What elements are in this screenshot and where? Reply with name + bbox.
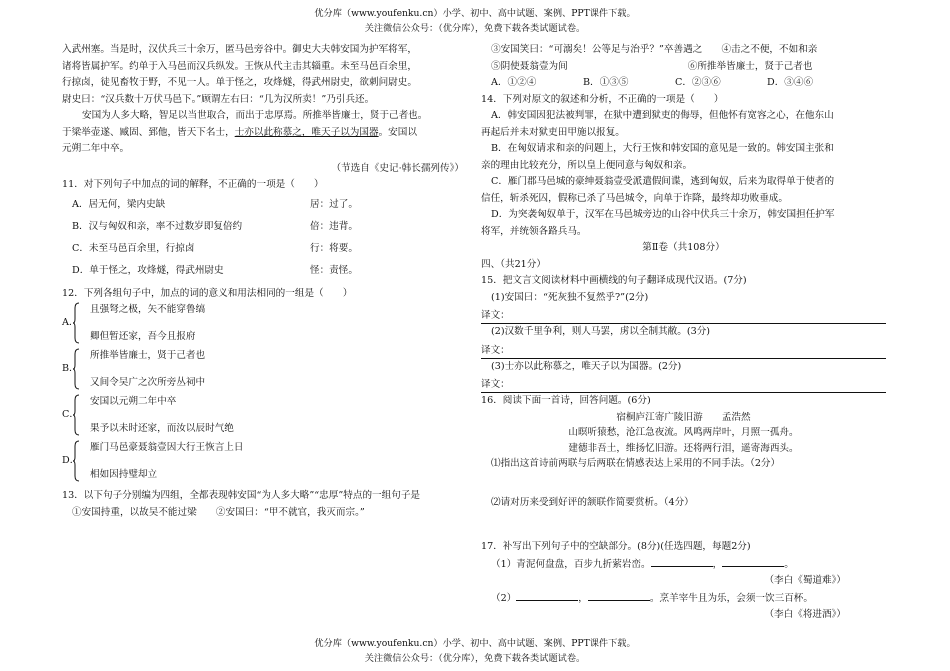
q17-source-1: （李白《蜀道难》）: [764, 575, 846, 586]
q16-stem: 16．阅读下面一首诗，回答问题。(6分): [481, 395, 651, 406]
q13-items-row: [62, 505, 470, 522]
q12-group-letter: D．: [62, 455, 80, 466]
q17-source-2: （李白《将进酒》）: [764, 609, 846, 620]
question-13-continued: [481, 42, 886, 92]
question-17: [481, 539, 886, 624]
left-column: [62, 42, 470, 521]
q15-answer-line[interactable]: 译文：: [481, 378, 886, 393]
q16-subquestion-2: ⑵请对历来受到好评的颔联作简要赏析。（4分）: [491, 496, 694, 508]
q12-stem: 12．下列各组句子中，加点的词的意义和用法相同的一组是（ ）: [62, 287, 353, 299]
passage-source: （节选自《史记·韩长孺列传》）: [331, 162, 464, 174]
question-13: [62, 488, 470, 521]
poem-line: 山暝听猿愁，沧江急夜流。风鸣两岸叶，月照一孤舟。: [568, 427, 799, 438]
q11-option-d: [62, 260, 470, 282]
brace-icon: [73, 440, 80, 482]
question-12: [62, 286, 470, 487]
q14-option-c: C．雁门郡马邑城的豪绅聂翁壹受派遣假间谍，逃到匈奴，后来为取得单于使者的: [491, 176, 835, 187]
q13-item: ④击之不便，不如和亲: [721, 44, 818, 55]
q15-answer-line[interactable]: 译文：: [481, 309, 886, 324]
q14-option-b: B．在匈奴请求和亲的问题上，大行王恢和韩安国的意见是一致的。韩安国主张和: [491, 143, 834, 154]
passage-line: 元朔二年中卒。: [62, 143, 130, 154]
q11-option-sentence: B．汉与匈奴和亲，率不过数岁即复倍约: [72, 220, 243, 232]
q14-option-a: A．韩安国因犯法被判罪，在狱中遭到狱吏的侮辱，但他怀有宽容之心，在他东山: [491, 110, 834, 121]
passage-line: 尉史曰：“汉兵数十万伏马邑下。”顾谓左右曰：“几为汉所卖！”乃引兵还。: [62, 93, 375, 105]
q11-stem: 11．对下列句子中加点的词的解释，不正确的一项是（ ）: [62, 179, 324, 190]
q14-stem: 14．下列对原文的叙述和分析，不正确的一项是（ ）: [481, 93, 724, 105]
q16-subquestion-1: ⑴指出这首诗前两联与后两联在情感表达上采用的不同手法。（2分）: [491, 458, 781, 469]
q16-answer-space[interactable]: [481, 511, 886, 533]
q12-sentence-b: 果予以未时还家，而汝以辰时气绝: [90, 423, 234, 434]
q11-option-gloss: 倍：违背。: [310, 220, 358, 232]
q16-answer-space[interactable]: [481, 473, 886, 495]
poem-title: 宿桐庐江寄广陵旧游: [616, 411, 703, 423]
q12-sentence-a: 所推举皆廉士，贤于己者也: [90, 350, 206, 361]
question-14: [481, 92, 886, 241]
q13-choices: [481, 75, 886, 92]
blank-field[interactable]: [722, 556, 784, 567]
q12-sentence-a: 雁门马邑豪聂翁壹因大行王恢言上日: [90, 442, 244, 453]
q13-item: ③安国笑曰：“可溺矣！公等足与治乎？”卒善遇之: [491, 44, 703, 55]
q17-item-2: [481, 590, 886, 608]
passage: [62, 42, 470, 177]
q14-option-d-cont: 将军，并统领各路兵马。: [481, 225, 587, 237]
q13-items-row: [481, 42, 886, 59]
q14-option-c-cont: 信任，斩杀死囚，假称已杀了马邑城令，向单于诈降，最终却功败垂成。: [481, 192, 788, 204]
right-column: [481, 42, 886, 624]
q12-group-letter: A．: [62, 317, 79, 328]
section-title: 四、（共21分）: [481, 258, 546, 270]
footer-line-1: 优分库（www.youfenku.cn）小学、初中、高中试题、案例、PPT课件下载。: [314, 638, 636, 649]
q12-group-b: [62, 348, 470, 394]
question-16: [481, 393, 886, 533]
q11-option-c: [62, 238, 470, 260]
blank-field[interactable]: [651, 556, 713, 567]
q13-choice-d: D．③④⑥: [767, 77, 814, 88]
q11-option-gloss: 怪：责怪。: [310, 264, 358, 276]
blank-field[interactable]: [588, 590, 650, 601]
q13-items-row: [481, 59, 886, 76]
q17-text: （2）: [491, 592, 517, 604]
q15-sentence-1: (1)安国曰：“死灰独不复然乎?”(2分): [491, 291, 649, 303]
passage-text: 于梁举壶遂、臧固、郅他，皆天下名士，: [62, 126, 235, 138]
q13-item: ②安国曰：“甲不就官，我灭而宗。”: [215, 506, 365, 518]
q17-text: 。烹羊宰牛且为乐，会须一饮三百杯。: [649, 592, 813, 604]
q12-group-a: [62, 302, 470, 348]
q12-group-c: [62, 394, 470, 440]
poem-author: 孟浩然: [721, 411, 751, 423]
q11-option-gloss: 居：过了。: [310, 198, 358, 210]
q15-sentence-2: (2)汉数千里争利，则人马罢，虏以全制其敝。(3分): [491, 326, 711, 337]
q12-group-letter: C．: [62, 409, 79, 420]
q13-stem: 13．以下句子分别编为四组，全都表现韩安国“为人多大略”“忠厚”特点的一组句子是: [62, 490, 421, 501]
q13-choice-a: A．①②④: [491, 77, 537, 88]
q11-option-b: [62, 216, 470, 238]
q14-option-a-cont: 再起后并未对狱吏田甲施以报复。: [481, 126, 625, 138]
passage-line: 诸将皆属护军。约单于入马邑而汉兵纵发。王恢从代主击其辎重。未至马邑百余里，: [62, 60, 417, 72]
q15-sentence-3: (3)士亦以此称慕之，唯天子以为国器。(2分): [491, 360, 682, 372]
q13-item: ①安国持重，以故吴不能过梁: [72, 506, 197, 518]
passage-text: 。安国以: [378, 126, 417, 138]
q12-sentence-b: 卿但暂还家，吾今且报府: [90, 331, 196, 342]
q14-option-b-cont: 亲的理由比较充分，所以皇上便同意与匈奴和亲。: [481, 159, 693, 171]
q13-choice-c: C．②③⑥: [675, 77, 721, 88]
q11-option-gloss: 行：将要。: [310, 242, 358, 254]
brace-icon: [73, 348, 80, 390]
passage-line: 安国为人多大略，智足以当世取合，而出于忠厚焉。所推举皆廉士，贤于己者也。: [82, 110, 428, 121]
underlined-sentence: 士亦以此称慕之，唯天子以为国器: [234, 126, 379, 138]
q12-sentence-b: 又间令吴广之次所旁丛祠中: [90, 377, 206, 388]
brace-icon: [73, 394, 80, 436]
q17-stem: 17．补写出下列句子中的空缺部分。(8分)(任选四题，每题2分): [481, 541, 751, 552]
brace-icon: [73, 302, 80, 344]
page-footer: [0, 636, 950, 666]
header-line-1: 优分库（www.youfenku.cn）小学、初中、高中试题、案例、PPT课件下载。: [314, 8, 636, 19]
q13-item: ⑥所推举皆廉士，贤于己者也: [687, 60, 813, 72]
passage-line: 行掠卤，徒见畜牧于野，不见一人。单于怪之，攻烽燧，得武州尉史，欲刺问尉史。: [62, 77, 417, 88]
q17-text: ，: [578, 592, 588, 604]
footer-line-2: 关注微信公众号：（优分库），免费下载各类试题试卷。: [364, 653, 586, 664]
q12-sentence-b: 相如因持璧却立: [90, 469, 158, 480]
q11-option-a: [62, 194, 470, 216]
question-11: [62, 177, 470, 282]
page-header: [0, 6, 950, 36]
question-15: [481, 273, 886, 393]
q11-option-sentence: A．居无何，梁内史缺: [72, 198, 166, 210]
q12-sentence-a: 且强弩之极，矢不能穿鲁缟: [90, 304, 206, 315]
q11-option-sentence: C．未至马邑百余里，行掠卤: [72, 242, 195, 254]
passage-line: [62, 125, 470, 142]
q15-stem: 15．把文言文阅读材料中画横线的句子翻译成现代汉语。(7分): [481, 275, 747, 286]
q12-group-letter: B．: [62, 363, 79, 374]
header-line-2: 关注微信公众号：（优分库），免费下载各类试题试卷。: [364, 23, 586, 34]
q13-item: ⑤阴使聂翁壹为间: [491, 60, 568, 72]
q11-option-sentence: D．单于怪之，攻烽燧，得武州尉史: [72, 264, 224, 276]
poem-heading: [481, 410, 886, 426]
blank-field[interactable]: [516, 590, 578, 601]
q17-text: （1）青泥何盘盘，百步九折萦岩峦。: [491, 558, 651, 570]
part-2-title: 第Ⅱ卷（共108分）: [642, 242, 725, 253]
q12-sentence-a: 安国以元朔二年中卒: [90, 396, 177, 407]
poem-line: 建德非吾土，维扬忆旧游。还将两行泪，遥寄海西头。: [568, 442, 799, 454]
q12-group-d: [62, 440, 470, 486]
q13-choice-b: B．①③⑤: [583, 77, 629, 88]
q14-option-d: D．为突袭匈奴单于，汉军在马邑城旁边的山谷中伏兵三十余万，韩安国担任护军: [491, 209, 835, 220]
passage-line: 入武州塞。当是时，汉伏兵三十余万，匿马邑旁谷中。御史大夫韩安国为护军将军，: [62, 44, 417, 55]
q15-answer-line[interactable]: 译文：: [481, 344, 886, 359]
q17-item-1: （1）青泥何盘盘，百步九折萦岩峦。 ， 。: [481, 556, 886, 574]
